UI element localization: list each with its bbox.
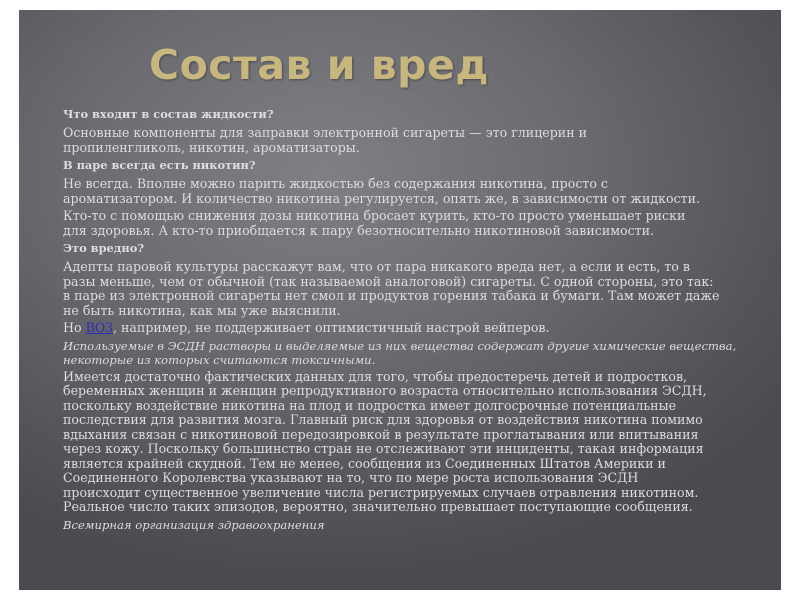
question-composition: Что входит в состав жидкости?	[63, 107, 274, 121]
answer-harm-3: Имеется достаточно фактических данных для того, чтобы предостеречь детей и подростков, беременных женщин и женщин репродуктивного возраста относительно использования ЭСДН, поскольку воздействие никотина на плод и подростка имеет долгосрочные потенциальные последствия для развития мозга. Главный риск для здоровья от воздействия никотина помимо вдыхания связан с никотиновой передозировкой в результате проглатывания или впитывания через кожу. Поскольку большинство стран не отслеживают эти инциденты, такая информация является крайней скудной. Тем не менее, сообщения из Соединенных Штатов Америки и Соединенного Королевства указывают на то, что по мере роста использования ЭСДН происходит существенное увеличение числа регистрируемых случаев отравления никотином. Реальное число таких эпизодов, вероятно, значительно превышает поступающие сообщения.	[63, 368, 707, 514]
answer-harm-2	[63, 321, 768, 336]
slide-title: Состав и вред	[149, 41, 489, 89]
who-link[interactable]: ВОЗ	[85, 320, 114, 335]
answer-harm-2-suffix: , например, не поддерживает оптимистичный настрой вейперов.	[113, 320, 550, 335]
who-quote: Используемые в ЭСДН растворы и выделяемые из них вещества содержат другие химические вещества, некоторые из которых считаются токсичными.	[63, 338, 737, 367]
answer-nicotine-2: Кто-то с помощью снижения дозы никотина бросает курить, кто-то просто уменьшает риски для здоровья. А кто-то приобщается к пару безотносительно никотиновой зависимости.	[63, 208, 686, 238]
slide-content	[63, 107, 768, 535]
question-nicotine: В паре всегда есть никотин?	[63, 158, 256, 172]
answer-nicotine-1: Не всегда. Вполне можно парить жидкостью без содержания никотина, просто с ароматизатором. И количество никотина регулируется, опять же, в зависимости от жидкости.	[63, 176, 700, 206]
source-attribution: Всемирная организация здравоохранения	[63, 517, 325, 532]
answer-harm-2-prefix: Но	[63, 320, 86, 335]
presentation-slide	[19, 10, 781, 590]
question-harm: Это вредно?	[63, 241, 145, 255]
answer-composition: Основные компоненты для заправки электронной сигареты — это глицерин и пропиленгликоль, никотин, ароматизаторы.	[63, 125, 587, 155]
answer-harm-1: Адепты паровой культуры расскажут вам, что от пара никакого вреда нет, а если и есть, то в разы меньше, чем от обычной (так называемой аналоговой) сигареты. С одной стороны, это так: в паре из электронной сигареты нет смол и продуктов горения табака и бумаги. Там может даже не быть никотина, как мы уже выяснили.	[63, 259, 720, 318]
